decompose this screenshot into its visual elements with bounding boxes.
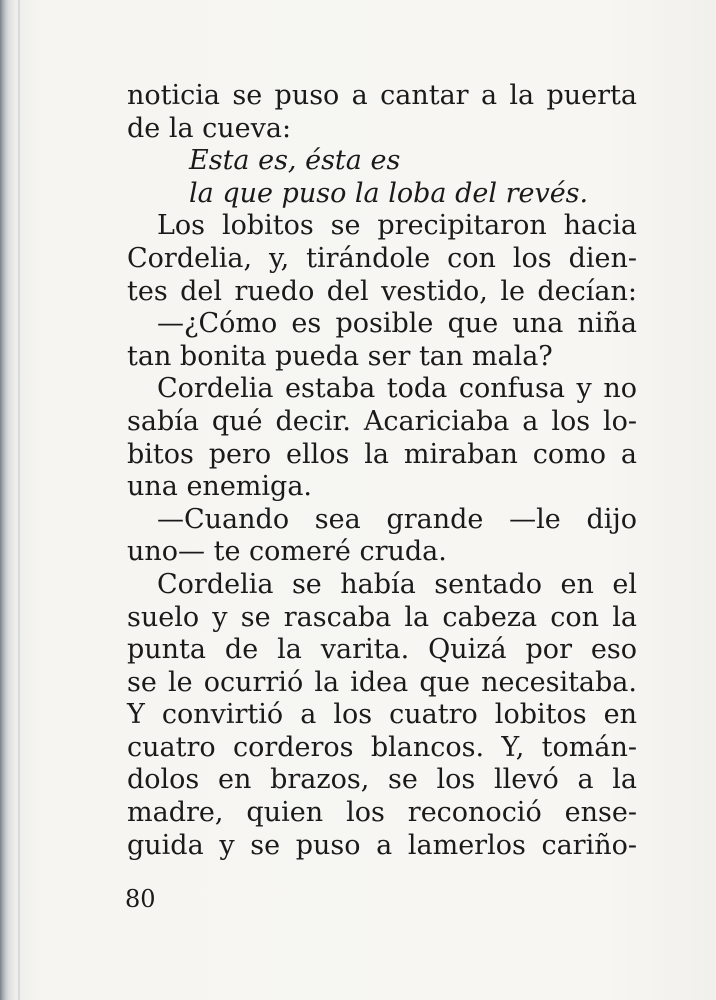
text-line: Cordelia estaba toda confusa y no — [157, 373, 637, 405]
text-line: Cordelia, y, tirándole con los dien- — [127, 242, 637, 274]
text-line: suelo y se rascaba la cabeza con la — [127, 601, 637, 633]
verse-line: Esta es, ésta es — [189, 145, 401, 177]
book-spine-edge — [0, 0, 14, 1000]
text-line: guida y se puso a lamerlos cariño- — [127, 829, 637, 861]
text-line: sabía qué decir. Acariciaba a los lo- — [127, 405, 637, 437]
text-line: cuatro corderos blancos. Y, tomán- — [127, 731, 637, 763]
text-line: una enemiga. — [127, 471, 313, 503]
text-line: noticia se puso a cantar a la puerta — [127, 80, 637, 111]
verse-line: la que puso la loba del revés. — [189, 177, 589, 209]
text-line: madre, quien los reconoció ense- — [127, 797, 637, 829]
text-line: tan bonita pueda ser tan mala? — [127, 340, 553, 372]
text-line: dolos en brazos, se los llevó a la — [127, 764, 637, 796]
text-line: Cordelia se había sentado en el — [157, 568, 637, 600]
dialogue-line: —Cuando sea grande —le dijo — [157, 503, 637, 535]
text-line: de la cueva: — [127, 112, 292, 144]
text-line: uno— te comeré cruda. — [127, 536, 447, 568]
text-line: punta de la varita. Quizá por eso — [127, 634, 637, 666]
text-line: bitos pero ellos la miraban como a — [127, 438, 637, 470]
text-line: Los lobitos se precipitaron hacia — [157, 210, 637, 242]
page-number: 80 — [125, 885, 156, 913]
page-edge-line — [18, 0, 20, 1000]
text-line: se le ocurrió la idea que necesitaba. — [127, 666, 637, 698]
body-text — [127, 80, 637, 862]
dialogue-line: —¿Cómo es posible que una niña — [157, 308, 637, 340]
text-line: Y convirtió a los cuatro lobitos en — [127, 699, 637, 731]
text-line: tes del ruedo del vestido, le decían: — [127, 275, 637, 307]
